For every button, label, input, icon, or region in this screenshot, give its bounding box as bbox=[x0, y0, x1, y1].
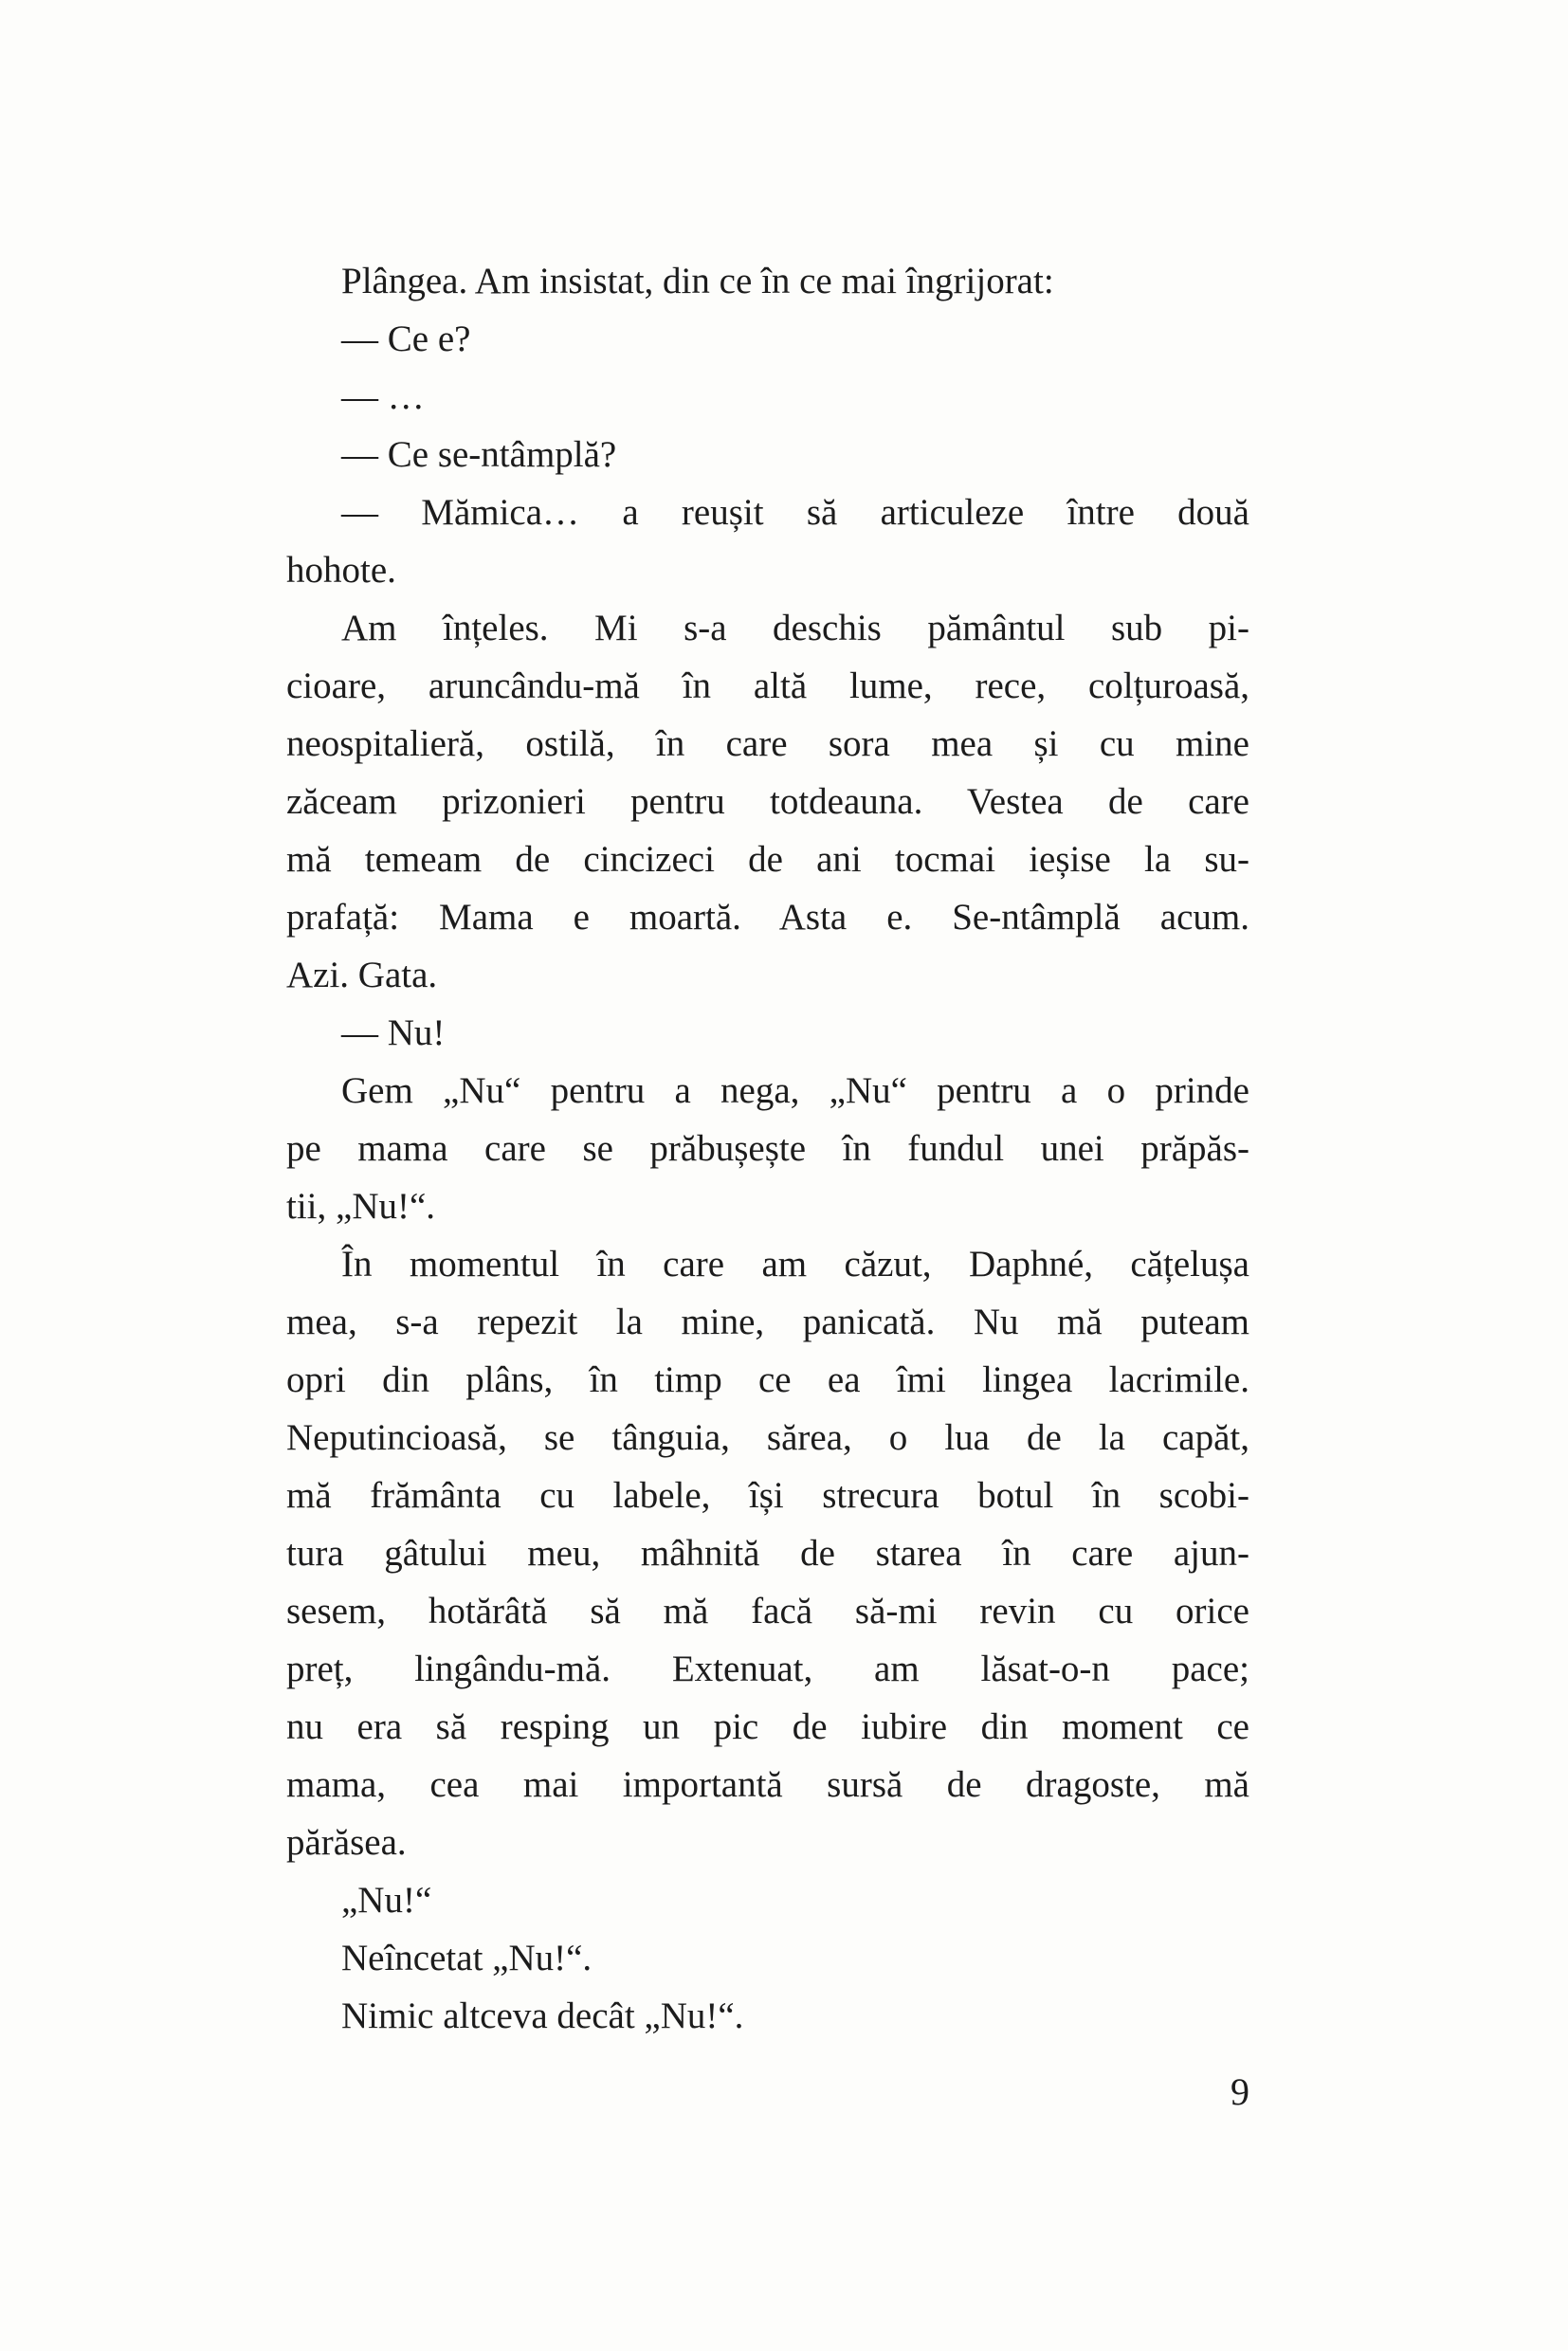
text-line: Neîncetat „Nu!“. bbox=[341, 1938, 593, 1978]
text-line: cioare, aruncându-mă în altă lume, rece, colțuroasă, bbox=[286, 665, 1249, 706]
paragraph bbox=[286, 310, 1249, 368]
page-number: 9 bbox=[1231, 2070, 1249, 2113]
text-line: neospitalieră, ostilă, în care sora mea și cu mine bbox=[286, 723, 1249, 764]
text-line: mea, s-a repezit la mine, panicată. Nu mă puteam bbox=[286, 1302, 1249, 1342]
text-line: Azi. Gata. bbox=[286, 955, 438, 995]
text-line: Am înțeles. Mi s-a deschis pământul sub pi- bbox=[341, 608, 1249, 648]
text-line: mă frământa cu labele, își strecura botul în scobi- bbox=[286, 1475, 1249, 1516]
text-line: — Mămica… a reușit să articuleze între două bbox=[341, 492, 1249, 533]
text-line: zăceam prizonieri pentru totdeauna. Vestea de care bbox=[286, 781, 1249, 822]
text-line: — Ce se-ntâmplă? bbox=[341, 434, 617, 475]
text-line: Gem „Nu“ pentru a nega, „Nu“ pentru a o prinde bbox=[341, 1070, 1249, 1111]
text-line: În momentul în care am căzut, Daphné, cățelușa bbox=[341, 1244, 1249, 1285]
paragraph bbox=[286, 1062, 1249, 1235]
paragraph bbox=[286, 1929, 1249, 1987]
text-block bbox=[286, 252, 1249, 2045]
paragraph bbox=[286, 252, 1249, 310]
text-line: — Ce e? bbox=[341, 319, 471, 359]
text-line: — Nu! bbox=[341, 1012, 446, 1053]
text-line: sesem, hotărâtă să mă facă să-mi revin cu orice bbox=[286, 1591, 1249, 1631]
paragraph bbox=[286, 1004, 1249, 1062]
paragraph bbox=[286, 426, 1249, 483]
text-line: „Nu!“ bbox=[341, 1880, 432, 1921]
paragraph bbox=[286, 1235, 1249, 1871]
text-line: pe mama care se prăbușește în fundul unei prăpăs- bbox=[286, 1128, 1249, 1169]
paragraph bbox=[286, 1871, 1249, 1929]
text-line: Plângea. Am insistat, din ce în ce mai îngrijorat: bbox=[341, 261, 1054, 301]
text-line: Neputincioasă, se tânguia, sărea, o lua de la capăt, bbox=[286, 1417, 1249, 1458]
paragraph bbox=[286, 483, 1249, 599]
text-line: preț, lingându-mă. Extenuat, am lăsat-o-n pace; bbox=[286, 1649, 1249, 1689]
text-line: prafață: Mama e moartă. Asta e. Se-ntâmplă acum. bbox=[286, 897, 1249, 938]
paragraph bbox=[286, 1987, 1249, 2045]
text-line: hohote. bbox=[286, 550, 396, 591]
text-line: mă temeam de cincizeci de ani tocmai ieșise la su- bbox=[286, 839, 1249, 880]
text-line: nu era să resping un pic de iubire din moment ce bbox=[286, 1706, 1249, 1747]
text-line: — … bbox=[341, 376, 425, 417]
text-line: Nimic altceva decât „Nu!“. bbox=[341, 1996, 744, 2036]
text-line: tii, „Nu!“. bbox=[286, 1186, 436, 1227]
paragraph bbox=[286, 599, 1249, 1004]
text-line: părăsea. bbox=[286, 1822, 407, 1863]
text-line: mama, cea mai importantă sursă de dragoste, mă bbox=[286, 1764, 1249, 1805]
paragraph bbox=[286, 368, 1249, 426]
text-line: opri din plâns, în timp ce ea îmi lingea lacrimile. bbox=[286, 1359, 1249, 1400]
text-line: tura gâtului meu, mâhnită de starea în care ajun- bbox=[286, 1533, 1249, 1574]
